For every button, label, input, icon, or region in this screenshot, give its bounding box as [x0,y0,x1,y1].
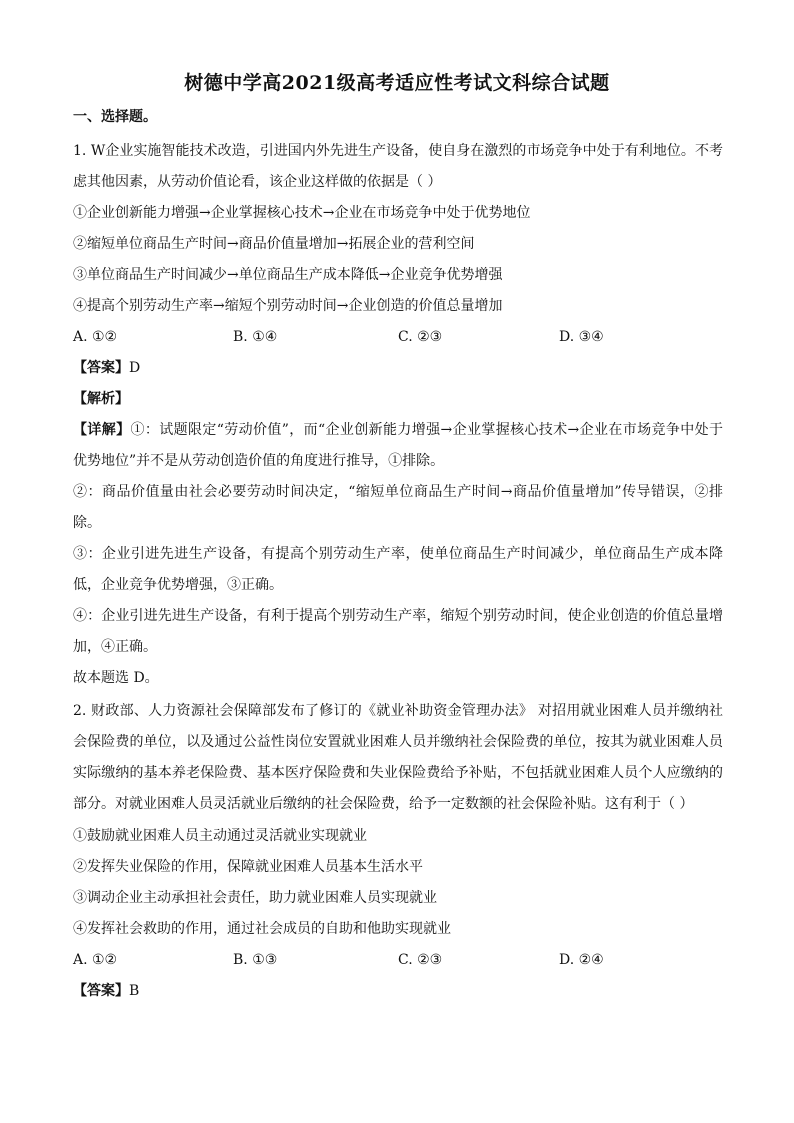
q1-options [73,327,723,347]
q1-detail-text-1: ①：试题限定“劳动价值”，而“企业创新能力增强→企业掌握核心技术→企业在市场竞争中处于 [130,422,723,438]
q2-stem-line-3: 实际缴纳的基本养老保险费、基本医疗保险费和失业保险费给予补贴，不包括就业困难人员个人应缴纳的 [73,765,723,781]
q1-option-c: C. ②③ [398,329,443,345]
section-heading: 一、选择题。 [73,109,157,125]
q1-item-4: ④提高个别劳动生产率→缩短个别劳动时间→企业创造的价值总量增加 [73,298,503,314]
q1-detail-line-7: ④：企业引进先进生产设备，有利于提高个别劳动生产率，缩短个别劳动时间，使企业创造的价值总量增 [73,608,723,624]
q2-option-d: D. ②④ [559,952,604,968]
q1-answer-value: D [129,360,141,376]
q1-detail-line-9: 故本题选 D。 [73,670,159,686]
q1-detail-line-8: 加，④正确。 [73,639,157,655]
q1-detail-line-5: ③：企业引进先进生产设备，有提高个别劳动生产率，使单位商品生产时间减少，单位商品生产成本降 [73,546,723,562]
q2-item-4: ④发挥社会救助的作用，通过社会成员的自助和他助实现就业 [73,921,451,937]
q1-option-d: D. ③④ [559,329,604,345]
q1-analysis-label: 【解析】 [73,391,129,407]
q2-item-3: ③调动企业主动承担社会责任，助力就业困难人员实现就业 [73,890,437,906]
q1-item-1: ①企业创新能力增强→企业掌握核心技术→企业在市场竞争中处于优势地位 [73,205,531,221]
q1-answer-label: 【答案】 [73,360,129,376]
q2-answer-value: B [129,983,140,999]
q1-stem-line-1: 1. W企业实施智能技术改造，引进国内外先进生产设备，使自身在激烈的市场竞争中处于有利地位。不考 [73,143,723,159]
q1-detail-label: 【详解】 [73,422,131,438]
q2-option-b: B. ①③ [233,952,278,968]
q1-item-3: ③单位商品生产时间减少→单位商品生产成本降低→企业竞争优势增强 [73,267,503,283]
q1-answer [73,358,723,378]
q2-option-a: A. ①② [73,952,118,968]
q2-item-1: ①鼓励就业困难人员主动通过灵活就业实现就业 [73,828,367,844]
q1-stem-line-2: 虑其他因素，从劳动价值论看，该企业这样做的依据是（ ） [73,174,442,190]
q1-detail-line-1 [73,420,723,440]
q2-stem-line-4: 部分。对就业困难人员灵活就业后缴纳的社会保险费，给予一定数额的社会保险补贴。这有利于（ ） [73,796,694,812]
q1-detail-line-4: 除。 [73,515,101,531]
q2-stem-line-2: 会保险费的单位，以及通过公益性岗位安置就业困难人员并缴纳社会保险费的单位，按其为就业困难人员 [73,734,723,750]
q2-option-c: C. ②③ [398,952,443,968]
q1-option-b: B. ①④ [233,329,278,345]
q2-item-2: ②发挥失业保险的作用，保障就业困难人员基本生活水平 [73,859,423,875]
q1-detail-line-3: ②：商品价值量由社会必要劳动时间决定，“缩短单位商品生产时间→商品价值量增加”传导错误，②排 [73,484,723,500]
q2-answer [73,981,723,1001]
q1-detail-line-2: 优势地位”并不是从劳动创造价值的角度进行推导，①排除。 [73,453,445,469]
q2-options [73,950,723,970]
q1-item-2: ②缩短单位商品生产时间→商品价值量增加→拓展企业的营利空间 [73,236,475,252]
q2-answer-label: 【答案】 [73,983,129,999]
page-title: 树德中学高2021级高考适应性考试文科综合试题 [184,72,610,94]
q2-stem-line-1: 2. 财政部、人力资源社会保障部发布了修订的《就业补助资金管理办法》 对招用就业困难人员并缴纳社 [73,703,723,719]
q1-option-a: A. ①② [73,329,118,345]
q1-detail-line-6: 低，企业竞争优势增强，③正确。 [73,577,283,593]
